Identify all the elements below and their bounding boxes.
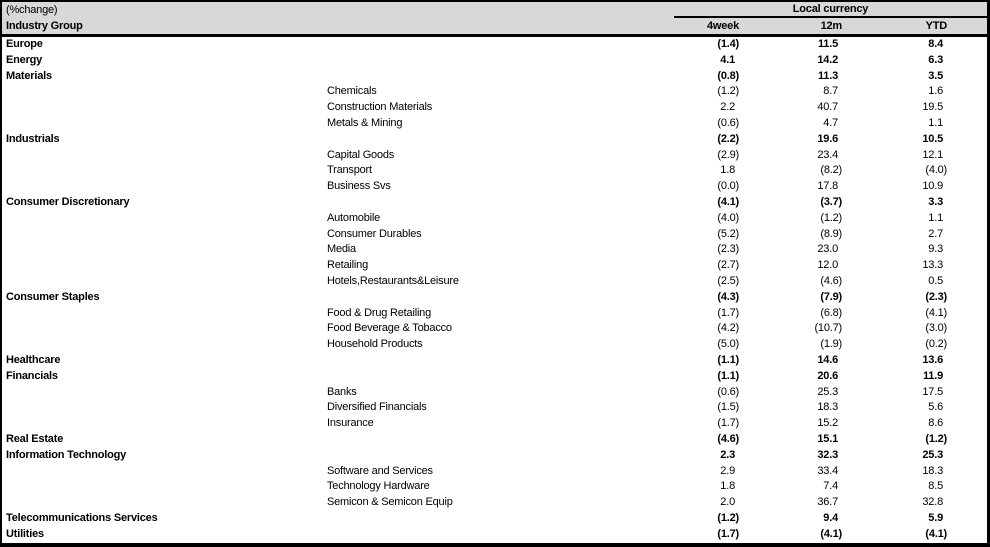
spacer (951, 227, 987, 243)
value-cell: (4.1) (925, 527, 947, 540)
row-label: Metals & Mining (327, 116, 403, 129)
value-cell: 40.7 (817, 101, 838, 114)
spacer (951, 495, 987, 511)
value-cell: (0.6) (717, 116, 739, 129)
local-currency-header: Local currency (674, 2, 987, 18)
industry-subcategory-row (2, 227, 987, 243)
value-cell: 12.1 (922, 148, 943, 161)
value-cell: (1.2) (925, 432, 947, 445)
industry-group-row (2, 290, 987, 306)
row-label: Europe (6, 38, 43, 50)
value-cell: 1.1 (928, 211, 943, 224)
value-cell: (1.4) (717, 38, 739, 50)
value-cell: (4.1) (925, 306, 947, 319)
row-label: Household Products (327, 338, 423, 351)
value-cell: 25.3 (817, 385, 838, 398)
value-cell: 13.6 (922, 353, 943, 366)
row-label: Real Estate (6, 432, 64, 445)
industry-subcategory-row (2, 306, 987, 322)
spacer (951, 274, 987, 290)
value-cell: (2.3) (717, 243, 739, 256)
row-label: Hotels,Restaurants&Leisure (327, 274, 459, 287)
spacer (951, 511, 987, 527)
spacer (951, 211, 987, 227)
value-cell: (5.2) (717, 227, 739, 240)
industry-subcategory-row (2, 258, 987, 274)
value-cell: (2.3) (925, 290, 947, 303)
row-label: Telecommunications Services (6, 511, 158, 524)
spacer (951, 132, 987, 148)
spacer (951, 242, 987, 258)
value-cell: (1.7) (717, 417, 739, 430)
row-label: Food & Drug Retailing (327, 306, 432, 319)
spacer (951, 432, 987, 448)
value-cell: (1.1) (717, 369, 739, 382)
value-cell: 0.5 (928, 274, 943, 287)
value-cell: (2.5) (717, 274, 739, 287)
value-cell: (4.3) (717, 290, 739, 303)
row-label: Diversified Financials (327, 401, 427, 414)
row-label: Technology Hardware (327, 480, 430, 493)
spacer (951, 179, 987, 195)
row-label: Healthcare (6, 353, 61, 366)
value-cell: 9.3 (928, 243, 943, 256)
value-cell: 13.3 (922, 259, 943, 272)
value-cell: (7.9) (820, 290, 842, 303)
industry-subcategory-row (2, 479, 987, 495)
value-cell: (8.2) (820, 164, 842, 177)
row-label: Construction Materials (327, 101, 433, 114)
row-label: Industrials (6, 132, 60, 145)
value-cell: (6.8) (820, 306, 842, 319)
value-cell: 11.9 (922, 369, 943, 382)
spacer (951, 84, 987, 100)
value-cell: 8.6 (928, 417, 943, 430)
row-label: Food Beverage & Tobacco (327, 322, 452, 335)
industry-subcategory-row (2, 179, 987, 195)
row-label: Financials (6, 369, 58, 382)
row-label: Materials (6, 69, 52, 82)
table-body (2, 37, 987, 543)
spacer (951, 258, 987, 274)
column-header-4week: 4week (706, 20, 739, 32)
value-cell: (5.0) (717, 338, 739, 351)
industry-subcategory-row (2, 464, 987, 480)
industry-group-row (2, 37, 987, 53)
spacer (951, 464, 987, 480)
value-cell: 14.6 (817, 353, 838, 366)
row-label: Insurance (327, 417, 374, 430)
value-cell: 1.8 (720, 480, 735, 493)
industry-group-row (2, 53, 987, 69)
industry-subcategory-row (2, 116, 987, 132)
row-label: Automobile (327, 211, 381, 224)
table-header (2, 2, 987, 37)
industry-group-row (2, 195, 987, 211)
industry-subcategory-row (2, 400, 987, 416)
row-label: Chemicals (327, 85, 377, 98)
percent-change-label: (%change) (6, 4, 58, 16)
industry-group-row (2, 511, 987, 527)
row-label: Media (327, 243, 356, 256)
spacer (951, 18, 987, 34)
spacer (951, 321, 987, 337)
value-cell: 23.0 (817, 243, 838, 256)
value-cell: 10.9 (922, 180, 943, 193)
value-cell: 17.8 (817, 180, 838, 193)
value-cell: (2.9) (717, 148, 739, 161)
column-header-12m: 12m (820, 20, 842, 32)
value-cell: (1.1) (717, 353, 739, 366)
value-cell: 32.8 (922, 496, 943, 509)
spacer (951, 290, 987, 306)
spacer (951, 416, 987, 432)
spacer (951, 69, 987, 85)
value-cell: 10.5 (922, 132, 943, 145)
row-label: Utilities (6, 527, 44, 540)
row-label: Consumer Staples (6, 290, 100, 303)
industry-group-row (2, 353, 987, 369)
industry-group-row (2, 369, 987, 385)
value-cell: 33.4 (817, 464, 838, 477)
value-cell: (1.2) (717, 85, 739, 98)
value-cell: (4.0) (717, 211, 739, 224)
value-cell: (8.9) (820, 227, 842, 240)
value-cell: (1.9) (820, 338, 842, 351)
value-cell: 17.5 (922, 385, 943, 398)
row-label: Consumer Durables (327, 227, 422, 240)
industry-subcategory-row (2, 242, 987, 258)
spacer (951, 479, 987, 495)
value-cell: 8.5 (928, 480, 943, 493)
value-cell: 19.6 (817, 132, 838, 145)
value-cell: (0.6) (717, 385, 739, 398)
value-cell: 2.3 (720, 448, 735, 461)
row-label: Semicon & Semicon Equip (327, 496, 453, 509)
value-cell: 8.7 (823, 85, 838, 98)
value-cell: (4.2) (717, 322, 739, 335)
spacer (951, 53, 987, 69)
value-cell: 18.3 (922, 464, 943, 477)
row-label: Information Technology (6, 448, 127, 461)
value-cell: 18.3 (817, 401, 838, 414)
value-cell: 11.3 (817, 69, 838, 82)
row-label: Banks (327, 385, 357, 398)
value-cell: 15.1 (817, 432, 838, 445)
value-cell: 2.0 (720, 496, 735, 509)
value-cell: 25.3 (922, 448, 943, 461)
header-row-columns (2, 18, 987, 34)
column-header-ytd: YTD (925, 20, 947, 32)
spacer (951, 448, 987, 464)
industry-group-header: Industry Group (6, 20, 83, 32)
row-label: Capital Goods (327, 148, 395, 161)
value-cell: 20.6 (817, 369, 838, 382)
industry-subcategory-row (2, 321, 987, 337)
spacer (951, 353, 987, 369)
spacer (951, 369, 987, 385)
header-row-top (2, 2, 987, 18)
spacer (951, 148, 987, 164)
industry-subcategory-row (2, 495, 987, 511)
row-label: Software and Services (327, 464, 433, 477)
spacer (951, 163, 987, 179)
value-cell: 36.7 (817, 496, 838, 509)
row-label: Consumer Discretionary (6, 195, 130, 208)
value-cell: (4.6) (820, 274, 842, 287)
value-cell: 5.6 (928, 401, 943, 414)
value-cell: (4.0) (925, 164, 947, 177)
value-cell: 7.4 (823, 480, 838, 493)
spacer (951, 400, 987, 416)
industry-group-row (2, 448, 987, 464)
value-cell: (3.7) (820, 195, 842, 208)
value-cell: 2.7 (928, 227, 943, 240)
value-cell: (0.0) (717, 180, 739, 193)
spacer (951, 385, 987, 401)
value-cell: 32.3 (817, 448, 838, 461)
value-cell: (2.7) (717, 259, 739, 272)
value-cell: 4.1 (720, 53, 735, 66)
value-cell: (1.5) (717, 401, 739, 414)
value-cell: 3.3 (928, 195, 943, 208)
row-label: Business Svs (327, 180, 391, 193)
value-cell: (4.1) (717, 195, 739, 208)
value-cell: (10.7) (814, 322, 842, 335)
industry-subcategory-row (2, 148, 987, 164)
value-cell: 11.5 (817, 38, 838, 50)
value-cell: 19.5 (922, 101, 943, 114)
value-cell: (1.2) (717, 511, 739, 524)
industry-subcategory-row (2, 337, 987, 353)
value-cell: 3.5 (928, 69, 943, 82)
industry-group-row (2, 432, 987, 448)
value-cell: (4.1) (820, 527, 842, 540)
value-cell: 1.8 (720, 164, 735, 177)
spacer (951, 116, 987, 132)
value-cell: (0.8) (717, 69, 739, 82)
value-cell: 1.6 (928, 85, 943, 98)
industry-group-row (2, 132, 987, 148)
row-label: Transport (327, 164, 372, 177)
industry-subcategory-row (2, 274, 987, 290)
value-cell: 9.4 (823, 511, 838, 524)
industry-group-row (2, 527, 987, 543)
value-cell: 5.9 (928, 511, 943, 524)
value-cell: 14.2 (817, 53, 838, 66)
value-cell: (0.2) (925, 338, 947, 351)
spacer (951, 527, 987, 543)
spacer (951, 195, 987, 211)
industry-subcategory-row (2, 100, 987, 116)
industry-subcategory-row (2, 385, 987, 401)
value-cell: (1.7) (717, 527, 739, 540)
spacer (951, 306, 987, 322)
value-cell: 15.2 (817, 417, 838, 430)
value-cell: (1.2) (820, 211, 842, 224)
value-cell: 1.1 (928, 116, 943, 129)
value-cell: 2.9 (720, 464, 735, 477)
value-cell: 4.7 (823, 116, 838, 129)
value-cell: 12.0 (817, 259, 838, 272)
row-label: Energy (6, 53, 43, 66)
value-cell: 23.4 (817, 148, 838, 161)
industry-group-row (2, 69, 987, 85)
industry-subcategory-row (2, 84, 987, 100)
value-cell: 8.4 (928, 38, 943, 50)
spacer (951, 100, 987, 116)
value-cell: (4.6) (717, 432, 739, 445)
spacer (951, 37, 987, 53)
value-cell: 6.3 (928, 53, 943, 66)
value-cell: (2.2) (717, 132, 739, 145)
spacer (951, 337, 987, 353)
industry-subcategory-row (2, 163, 987, 179)
value-cell: (3.0) (925, 322, 947, 335)
value-cell: 2.2 (720, 101, 735, 114)
row-label: Retailing (327, 259, 369, 272)
value-cell: (1.7) (717, 306, 739, 319)
industry-subcategory-row (2, 416, 987, 432)
industry-subcategory-row (2, 211, 987, 227)
